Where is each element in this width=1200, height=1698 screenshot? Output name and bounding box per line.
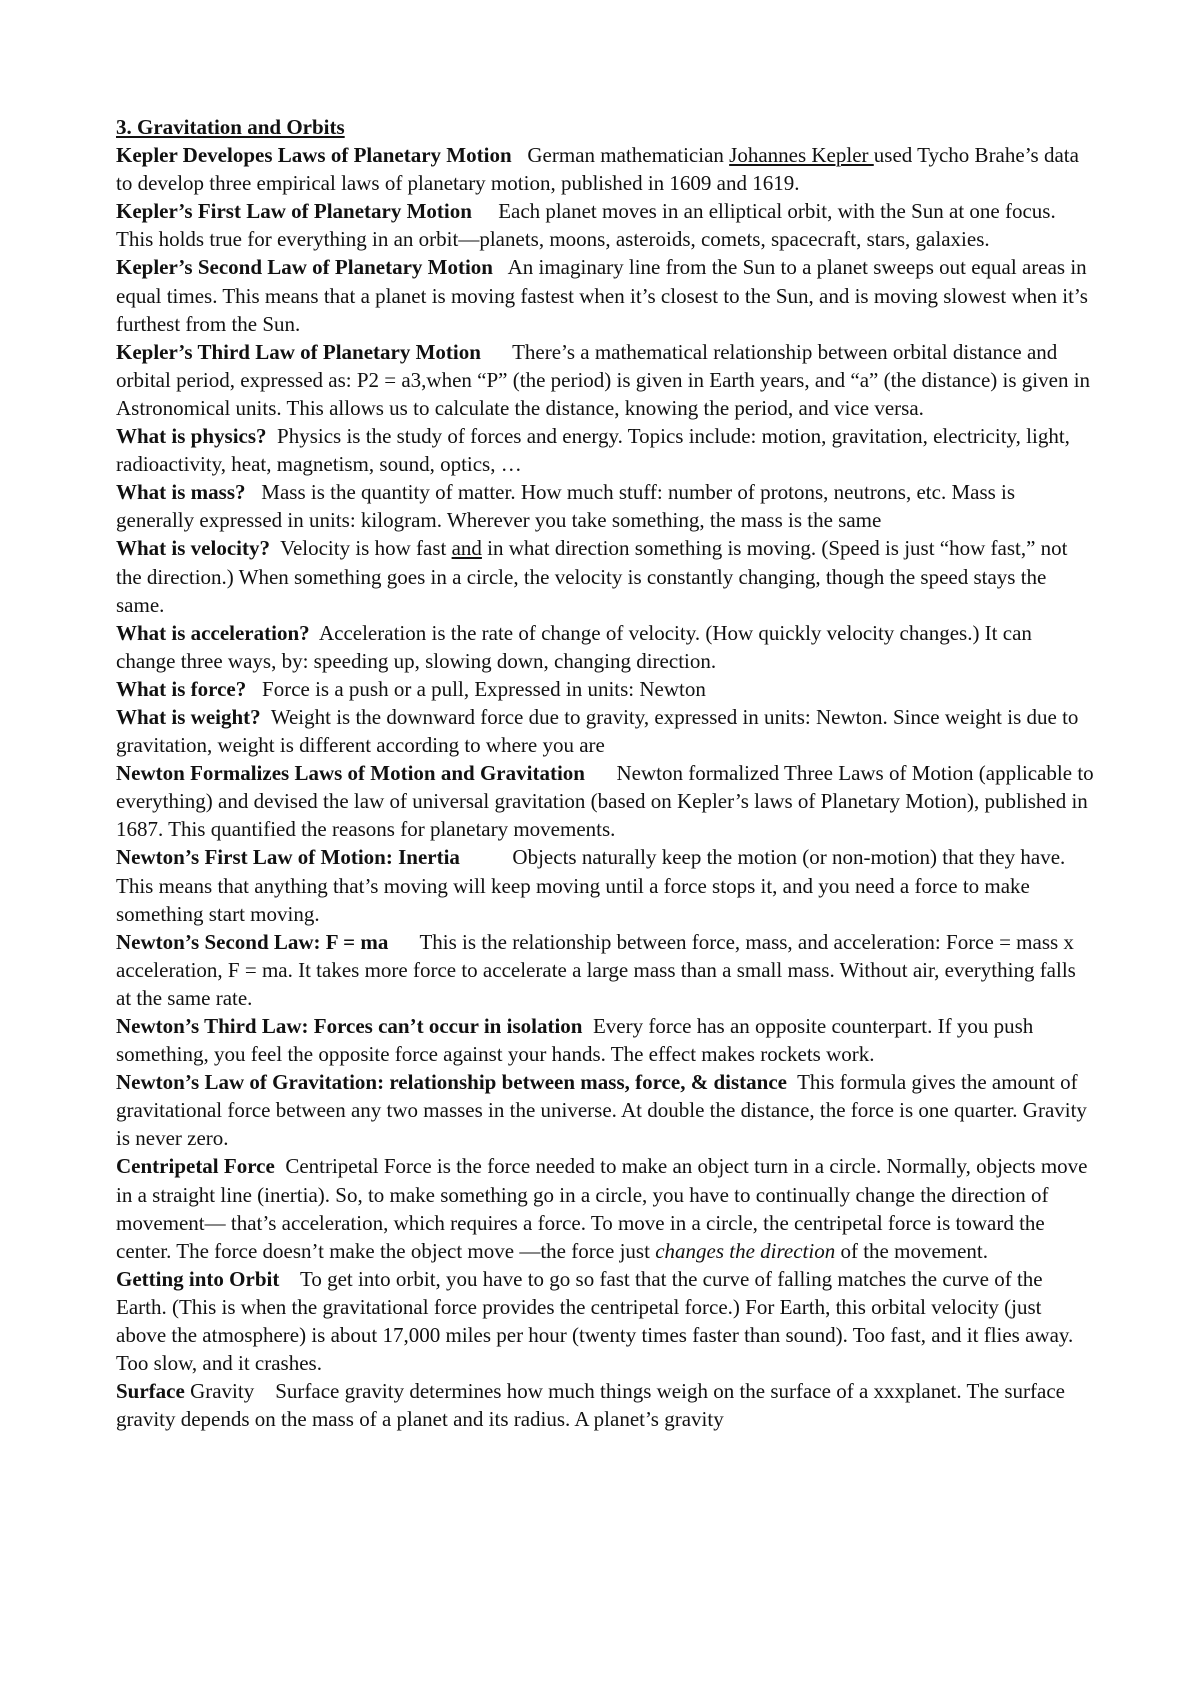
entry-term: Getting into Orbit <box>116 1266 280 1291</box>
entry-mass <box>116 478 1096 534</box>
underlined-word: and <box>451 536 482 561</box>
entry-weight <box>116 703 1096 759</box>
italic-phrase: changes the direction <box>655 1238 836 1263</box>
entry-velocity <box>116 534 1096 618</box>
entry-term: What is acceleration? <box>116 620 310 645</box>
entry-centripetal-force <box>116 1152 1096 1264</box>
underlined-name: Johannes Kepler <box>729 143 874 168</box>
entry-newton-gravitation <box>116 1068 1096 1152</box>
entry-term: Newton’s Second Law: F = ma <box>116 929 389 954</box>
entry-text: Physics is the study of forces and energy. Topics include: motion, gravitation, electricity, light, radioactivity, heat, magnetism, sound, optics, … <box>116 424 1070 477</box>
entry-text: in what direction something is moving. (Speed is just “how fast,” not the direction.) When something goes in a circle, the velocity is constantly changing, though the speed stays the same. <box>116 536 1068 617</box>
entry-physics <box>116 422 1096 478</box>
entry-term-rest: Gravity <box>184 1379 255 1404</box>
entry-text: Objects naturally keep the motion (or non-motion) that they have. This means that anything that’s moving will keep moving until a force stops it, and you need a force to make something start moving. <box>116 845 1066 926</box>
entry-text: There’s a mathematical relationship between orbital distance and orbital period, expressed as: P2 = a3,when “P” (the period) is given in Earth years, and “a” (the distance) is given in Astronomical units. This allows us to calculate the distance, knowing the period, and vice versa. <box>116 339 1091 420</box>
entry-term: Kepler Developes Laws of Planetary Motion <box>116 143 512 168</box>
entry-text: of the movement. <box>835 1238 989 1263</box>
entry-text: Each planet moves in an elliptical orbit, with the Sun at one focus. This holds true for everything in an orbit—planets, moons, asteroids, comets, spacecraft, stars, galaxies. <box>116 199 1056 252</box>
entry-term: Kepler’s Third Law of Planetary Motion <box>116 339 481 364</box>
entry-text: Every force has an opposite counterpart. If you push something, you feel the opposite force against your hands. The effect makes rockets work. <box>116 1014 1034 1067</box>
entry-newton-third-law <box>116 1012 1096 1068</box>
entry-text: Acceleration is the rate of change of velocity. (How quickly velocity changes.) It can change three ways, by: speeding up, slowing down, changing direction. <box>116 620 1032 673</box>
section-title: 3. Gravitation and Orbits <box>116 115 345 139</box>
entry-text: German mathematician <box>527 143 730 168</box>
entry-acceleration <box>116 619 1096 675</box>
entry-text: Surface gravity determines how much things weigh on the surface of a xxxplanet. The surface gravity depends on the mass of a planet and its radius. A planet’s gravity <box>116 1379 1066 1432</box>
entry-term: Kepler’s First Law of Planetary Motion <box>116 199 472 224</box>
entry-term: What is force? <box>116 676 247 701</box>
entry-text: To get into orbit, you have to go so fast that the curve of falling matches the curve of the Earth. (This is when the gravitational force provides the centripetal force.) For Earth, this orbital velocity (just above the atmosphere) is about 17,000 miles per hour (twenty times faster than sound). Too fast, and it flies away. Too slow, and it crashes. <box>116 1266 1074 1376</box>
entry-surface-gravity <box>116 1377 1096 1433</box>
entry-term: Newton’s Third Law: Forces can’t occur in isolation <box>116 1014 583 1038</box>
entry-text: Newton formalized Three Laws of Motion (applicable to everything) and devised the law of universal gravitation (based on Kepler’s laws of Planetary Motion), published in 1687. This quantified the reasons for planetary movements. <box>116 761 1094 842</box>
entry-newton-second-law <box>116 928 1096 1012</box>
entry-term: Newton Formalizes Laws of Motion and Gravitation <box>116 761 585 786</box>
entry-text: Force is a push or a pull, Expressed in units: Newton <box>262 676 706 701</box>
entry-kepler-first-law <box>116 197 1096 253</box>
entry-term: What is velocity? <box>116 536 270 561</box>
entry-text: Mass is the quantity of matter. How much stuff: number of protons, neutrons, etc. Mass is generally expressed in units: kilogram. Wherever you take something, the mass is the same <box>116 480 1016 533</box>
entry-text: Centripetal Force is the force needed to make an object turn in a circle. Normally, objects move in a straight line (inertia). So, to make something go in a circle, you have to continually change the direction of movement— that’s acceleration, which requires a force. To move in a circle, the centripetal force is toward the center. The force doesn’t make the object move —the force just <box>116 1154 1088 1263</box>
entry-term: Newton’s First Law of Motion: Inertia <box>116 845 460 870</box>
entry-getting-into-orbit <box>116 1265 1096 1377</box>
document-page <box>116 113 1096 1433</box>
entry-term: What is physics? <box>116 424 267 449</box>
entry-text: This formula gives the amount of gravitational force between any two masses in the universe. At double the distance, the force is one quarter. Gravity is never zero. <box>116 1070 1087 1151</box>
entry-text: Velocity is how fast <box>280 536 452 561</box>
entry-term: Centripetal Force <box>116 1154 275 1179</box>
entry-text: An imaginary line from the Sun to a planet sweeps out equal areas in equal times. This means that a planet is moving fastest when it’s closest to the Sun, and is moving slowest when it’s furthest from the Sun. <box>116 255 1088 336</box>
entry-term: Kepler’s Second Law of Planetary Motion <box>116 255 493 280</box>
entry-term: What is mass? <box>116 480 246 505</box>
entry-newton-intro <box>116 759 1096 843</box>
entry-term: Surface <box>116 1379 185 1404</box>
entry-text: Weight is the downward force due to gravity, expressed in units: Newton. Since weight is due to gravitation, weight is different according to where you are <box>116 704 1079 758</box>
entry-text: This is the relationship between force, mass, and acceleration: Force = mass x acceleration, F = ma. It takes more force to accelerate a large mass than a small mass. Without air, everything falls at the same rate. <box>116 929 1076 1010</box>
entry-term: What is weight? <box>116 704 261 729</box>
entry-force <box>116 675 1096 703</box>
entry-text: used Tycho Brahe’s data to develop three empirical laws of planetary motion, published in 1609 and 1619. <box>116 143 1079 196</box>
entry-kepler-third-law <box>116 338 1096 422</box>
entry-newton-first-law <box>116 843 1096 927</box>
entry-kepler-intro <box>116 141 1096 197</box>
entry-kepler-second-law <box>116 253 1096 337</box>
entry-term: Newton’s Law of Gravitation: relationship between mass, force, & distance <box>116 1070 787 1095</box>
